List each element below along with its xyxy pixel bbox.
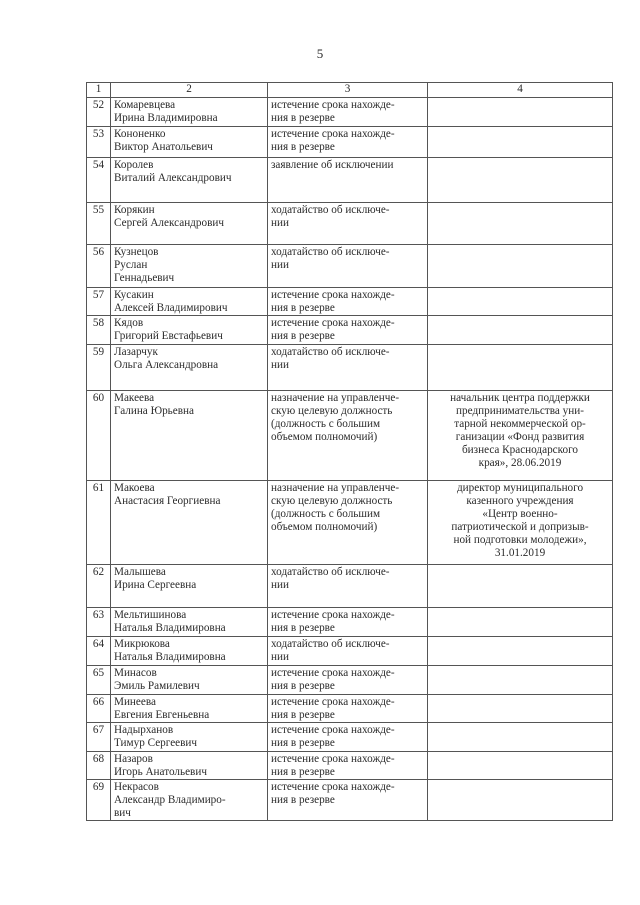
appointed-position — [428, 288, 613, 316]
full-name-line: Макеева — [114, 392, 155, 404]
exclusion-reason — [268, 345, 428, 391]
exclusion-reason — [268, 723, 428, 752]
appointed-position-line: 31.01.2019 — [494, 547, 546, 559]
full-name-line: Минасов — [114, 667, 157, 679]
appointed-position — [428, 345, 613, 391]
appointed-position — [428, 608, 613, 637]
table-header-row — [87, 83, 613, 98]
table-row — [87, 481, 613, 565]
full-name-line: Кядов — [114, 317, 144, 329]
full-name — [111, 666, 268, 695]
table-row — [87, 752, 613, 780]
full-name-line: Надырханов — [114, 724, 174, 736]
full-name-line: Руслан — [114, 259, 148, 271]
exclusion-reason-line: (должность с большим — [271, 418, 381, 430]
exclusion-reason-line: истечение срока нахожде- — [271, 317, 395, 329]
full-name — [111, 723, 268, 752]
appointed-position-line: края», 28.06.2019 — [478, 457, 562, 469]
row-number: 53 — [87, 127, 111, 158]
exclusion-reason-line: ния в резерве — [271, 794, 335, 806]
row-number: 61 — [87, 481, 111, 565]
column-header: 1 — [87, 83, 111, 98]
full-name-line: Тимур Сергеевич — [114, 737, 198, 749]
full-name — [111, 316, 268, 345]
full-name — [111, 780, 268, 821]
appointed-position — [428, 203, 613, 245]
appointed-position — [428, 666, 613, 695]
row-number: 65 — [87, 666, 111, 695]
full-name-line: Наталья Владимировна — [114, 622, 226, 634]
appointed-position — [428, 481, 613, 565]
exclusion-reason-line: объемом полномочий) — [271, 521, 378, 533]
appointed-position — [428, 752, 613, 780]
full-name-line: Ольга Александровна — [114, 359, 219, 371]
exclusion-reason — [268, 637, 428, 666]
exclusion-reason-line: ния в резерве — [271, 709, 335, 721]
exclusion-reason-line: истечение срока нахожде- — [271, 289, 395, 301]
exclusion-reason — [268, 608, 428, 637]
full-name — [111, 752, 268, 780]
exclusion-reason-line: нии — [271, 217, 289, 229]
exclusion-reason-line: истечение срока нахожде- — [271, 781, 395, 793]
exclusion-reason-line: (должность с большим — [271, 508, 381, 520]
table-row — [87, 245, 613, 288]
full-name-line: Александр Владимиро- — [114, 794, 226, 806]
exclusion-reason-line: назначение на управленче- — [271, 392, 400, 404]
table-row — [87, 637, 613, 666]
full-name-line: Комаревцева — [114, 99, 176, 111]
exclusion-reason-line: истечение срока нахожде- — [271, 724, 395, 736]
exclusion-reason-line: заявление об исключении — [271, 159, 394, 171]
full-name-line: Григорий Евстафьевич — [114, 330, 223, 342]
row-number: 54 — [87, 158, 111, 203]
exclusion-reason — [268, 565, 428, 608]
exclusion-reason — [268, 695, 428, 723]
appointed-position — [428, 391, 613, 481]
row-number: 69 — [87, 780, 111, 821]
exclusion-reason-line: истечение срока нахожде- — [271, 667, 395, 679]
full-name — [111, 695, 268, 723]
full-name-line: вич — [114, 807, 131, 819]
exclusion-reason-line: ния в резерве — [271, 766, 335, 778]
appointed-position — [428, 723, 613, 752]
exclusion-reason-line: истечение срока нахожде- — [271, 753, 395, 765]
exclusion-reason — [268, 316, 428, 345]
full-name — [111, 203, 268, 245]
appointed-position-line: казенного учреждения — [466, 495, 574, 507]
full-name-line: Евгения Евгеньевна — [114, 709, 210, 721]
reserve-table — [86, 82, 613, 821]
table-row — [87, 608, 613, 637]
exclusion-reason-line: истечение срока нахожде- — [271, 696, 395, 708]
full-name-line: Сергей Александрович — [114, 217, 224, 229]
column-header: 3 — [268, 83, 428, 98]
exclusion-reason-line: ходатайство об исключе- — [271, 246, 390, 258]
row-number: 58 — [87, 316, 111, 345]
exclusion-reason-line: объемом полномочий) — [271, 431, 378, 443]
exclusion-reason-line: ходатайство об исключе- — [271, 566, 390, 578]
full-name-line: Королев — [114, 159, 154, 171]
table-row — [87, 288, 613, 316]
appointed-position — [428, 127, 613, 158]
full-name-line: Алексей Владимирович — [114, 302, 228, 314]
full-name — [111, 608, 268, 637]
appointed-position-line: ной подготовки молодежи», — [453, 534, 587, 546]
appointed-position-line: предпринимательства уни- — [456, 405, 584, 417]
appointed-position-line: патриотической и допризыв- — [451, 521, 589, 533]
full-name-line: Наталья Владимировна — [114, 651, 226, 663]
exclusion-reason-line: ния в резерве — [271, 622, 335, 634]
appointed-position — [428, 245, 613, 288]
full-name — [111, 345, 268, 391]
table-row — [87, 695, 613, 723]
full-name — [111, 288, 268, 316]
full-name — [111, 637, 268, 666]
row-number: 57 — [87, 288, 111, 316]
full-name — [111, 245, 268, 288]
exclusion-reason-line: скую целевую должность — [271, 495, 393, 507]
appointed-position-line: бизнеса Краснодарского — [461, 444, 579, 456]
row-number: 67 — [87, 723, 111, 752]
full-name-line: Мельтишинова — [114, 609, 187, 621]
appointed-position — [428, 158, 613, 203]
appointed-position — [428, 637, 613, 666]
exclusion-reason — [268, 666, 428, 695]
appointed-position-line: «Центр военно- — [482, 508, 558, 520]
exclusion-reason-line: нии — [271, 359, 289, 371]
full-name — [111, 481, 268, 565]
exclusion-reason-line: ходатайство об исключе- — [271, 346, 390, 358]
full-name — [111, 158, 268, 203]
row-number: 68 — [87, 752, 111, 780]
appointed-position-line: директор муниципального — [456, 482, 584, 494]
row-number: 59 — [87, 345, 111, 391]
appointed-position — [428, 98, 613, 127]
row-number: 56 — [87, 245, 111, 288]
exclusion-reason — [268, 158, 428, 203]
exclusion-reason-line: ходатайство об исключе- — [271, 204, 390, 216]
exclusion-reason-line: ния в резерве — [271, 330, 335, 342]
table-row — [87, 98, 613, 127]
table-row — [87, 723, 613, 752]
row-number: 64 — [87, 637, 111, 666]
full-name — [111, 98, 268, 127]
full-name-line: Малышева — [114, 566, 166, 578]
exclusion-reason-line: ния в резерве — [271, 680, 335, 692]
table-row — [87, 780, 613, 821]
column-header: 4 — [428, 83, 613, 98]
full-name-line: Кузнецов — [114, 246, 159, 258]
exclusion-reason — [268, 391, 428, 481]
appointed-position — [428, 695, 613, 723]
exclusion-reason — [268, 481, 428, 565]
full-name-line: Назаров — [114, 753, 153, 765]
full-name-line: Виталий Александрович — [114, 172, 232, 184]
exclusion-reason — [268, 245, 428, 288]
exclusion-reason-line: скую целевую должность — [271, 405, 393, 417]
full-name-line: Кононенко — [114, 128, 166, 140]
exclusion-reason-line: назначение на управленче- — [271, 482, 400, 494]
row-number: 62 — [87, 565, 111, 608]
column-header: 2 — [111, 83, 268, 98]
full-name — [111, 127, 268, 158]
exclusion-reason-line: нии — [271, 651, 289, 663]
full-name — [111, 391, 268, 481]
table-row — [87, 391, 613, 481]
exclusion-reason-line: ния в резерве — [271, 112, 335, 124]
table-row — [87, 666, 613, 695]
appointed-position — [428, 780, 613, 821]
full-name-line: Корякин — [114, 204, 155, 216]
exclusion-reason-line: истечение срока нахожде- — [271, 128, 395, 140]
exclusion-reason — [268, 203, 428, 245]
full-name-line: Микрюкова — [114, 638, 170, 650]
row-number: 55 — [87, 203, 111, 245]
appointed-position — [428, 316, 613, 345]
full-name-line: Галина Юрьевна — [114, 405, 194, 417]
full-name-line: Лазарчук — [114, 346, 158, 358]
table-row — [87, 127, 613, 158]
exclusion-reason-line: ния в резерве — [271, 737, 335, 749]
full-name-line: Анастасия Георгиевна — [114, 495, 221, 507]
table-row — [87, 316, 613, 345]
table-row — [87, 345, 613, 391]
page-number: 5 — [316, 46, 324, 61]
appointed-position-line: тарной некоммерческой ор- — [454, 418, 586, 430]
row-number: 66 — [87, 695, 111, 723]
exclusion-reason-line: нии — [271, 579, 289, 591]
appointed-position — [428, 565, 613, 608]
table-row — [87, 565, 613, 608]
full-name-line: Макоева — [114, 482, 155, 494]
exclusion-reason — [268, 752, 428, 780]
full-name-line: Ирина Владимировна — [114, 112, 218, 124]
full-name-line: Геннадьевич — [114, 272, 175, 284]
exclusion-reason-line: истечение срока нахожде- — [271, 609, 395, 621]
exclusion-reason-line: ния в резерве — [271, 302, 335, 314]
appointed-position-line: ганизации «Фонд развития — [455, 431, 585, 443]
full-name-line: Виктор Анатольевич — [114, 141, 213, 153]
exclusion-reason — [268, 127, 428, 158]
exclusion-reason-line: нии — [271, 259, 289, 271]
exclusion-reason-line: ходатайство об исключе- — [271, 638, 390, 650]
appointed-position-line: начальник центра поддержки — [450, 392, 590, 404]
full-name-line: Минеева — [114, 696, 156, 708]
row-number: 60 — [87, 391, 111, 481]
row-number: 63 — [87, 608, 111, 637]
exclusion-reason — [268, 98, 428, 127]
full-name — [111, 565, 268, 608]
full-name-line: Некрасов — [114, 781, 159, 793]
full-name-line: Игорь Анатольевич — [114, 766, 207, 778]
exclusion-reason — [268, 288, 428, 316]
exclusion-reason — [268, 780, 428, 821]
table-row — [87, 203, 613, 245]
full-name-line: Эмиль Рамилевич — [114, 680, 200, 692]
table-row — [87, 158, 613, 203]
exclusion-reason-line: истечение срока нахожде- — [271, 99, 395, 111]
exclusion-reason-line: ния в резерве — [271, 141, 335, 153]
row-number: 52 — [87, 98, 111, 127]
full-name-line: Ирина Сергеевна — [114, 579, 197, 591]
full-name-line: Кусакин — [114, 289, 154, 301]
